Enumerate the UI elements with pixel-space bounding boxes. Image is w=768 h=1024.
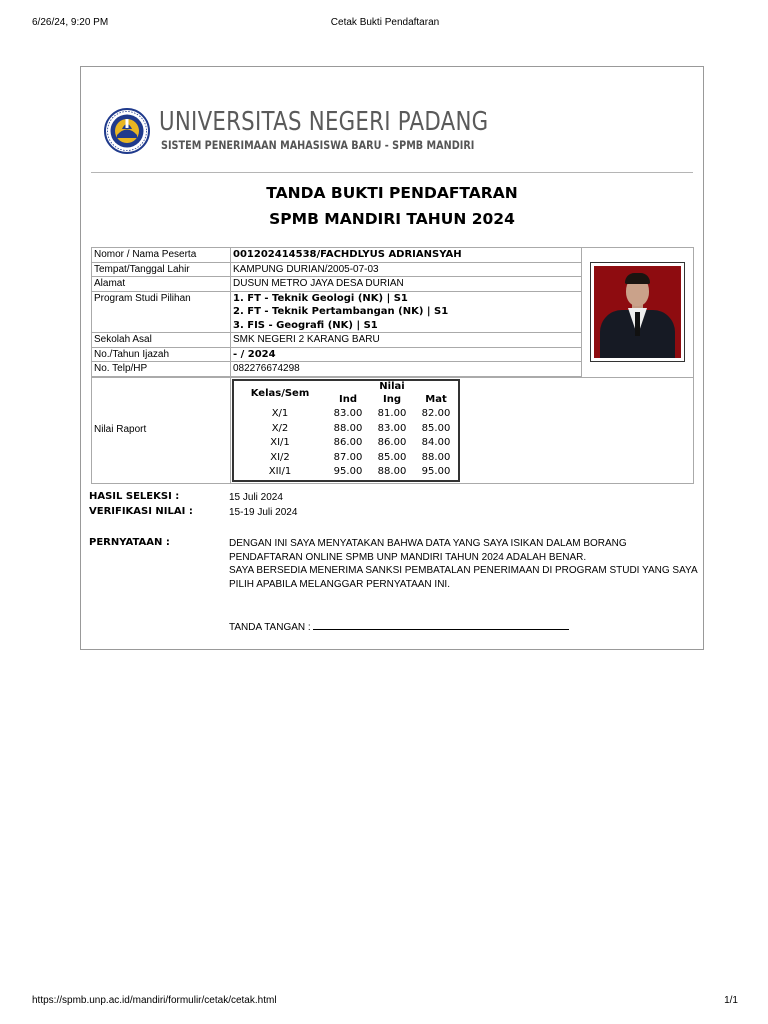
pernyataan-line: DENGAN INI SAYA MENYATAKAN BAHWA DATA YANG SAYA ISIKAN DALAM BORANG: [229, 538, 627, 549]
document-frame: [80, 66, 704, 650]
print-page-number: 1/1: [724, 995, 738, 1006]
header-nilai: Nilai: [379, 380, 405, 392]
grade-kelas: XI/2: [270, 451, 290, 463]
value-sekolah: SMK NEGERI 2 KARANG BARU: [231, 333, 582, 348]
prodi-choice-3: 3. FIS - Geografi (NK) | S1: [233, 319, 378, 331]
grade-kelas: XII/1: [268, 466, 292, 477]
header-ing: Ing: [383, 393, 401, 405]
grade-row: [233, 465, 459, 481]
grade-mat: 85.00: [421, 422, 451, 434]
prodi-choice-1: 1. FT - Teknik Geologi (NK) | S1: [233, 292, 408, 304]
label-prodi: Program Studi Pilihan: [92, 291, 231, 333]
document-subtitle: SPMB MANDIRI TAHUN 2024: [269, 210, 515, 228]
label-alamat: Alamat: [92, 277, 231, 292]
value-ttl: KAMPUNG DURIAN/2005-07-03: [231, 262, 582, 277]
signature-area: [229, 620, 569, 633]
grade-ind: 83.00: [333, 408, 363, 419]
grade-kelas: X/1: [271, 408, 289, 419]
grade-ind: 88.00: [333, 422, 363, 434]
photo-frame: [590, 262, 685, 362]
header-kelas: Kelas/Sem: [250, 387, 310, 399]
grade-kelas: X/2: [271, 422, 289, 434]
label-sekolah: Sekolah Asal: [92, 333, 231, 348]
applicant-photo: [594, 266, 681, 358]
value-telp: 082276674298: [231, 362, 582, 377]
label-ttl: Tempat/Tanggal Lahir: [92, 262, 231, 277]
pernyataan-line: PILIH APABILA MELANGGAR PERNYATAAN INI.: [229, 578, 450, 590]
grades-table: [232, 379, 460, 482]
document-title: TANDA BUKTI PENDAFTARAN: [266, 184, 518, 202]
hasil-seleksi-label: HASIL SELEKSI :: [89, 491, 180, 502]
row-nilai: [92, 377, 694, 483]
grade-mat: 84.00: [421, 437, 451, 448]
pernyataan-line: PENDAFTARAN ONLINE SPMB UNP MANDIRI TAHUN 2024 ADALAH BENAR.: [229, 551, 587, 563]
grade-mat: 95.00: [421, 466, 451, 477]
value-nomor: 001202414538/FACHDLYUS ADRIANSYAH: [231, 248, 582, 263]
print-date: 6/26/24, 9:20 PM: [32, 17, 109, 28]
print-title: Cetak Bukti Pendaftaran: [330, 17, 440, 28]
header-mat: Mat: [425, 393, 447, 405]
value-alamat: DUSUN METRO JAYA DESA DURIAN: [231, 277, 582, 292]
grade-ind: 86.00: [333, 437, 363, 448]
grade-ing: 85.00: [377, 451, 407, 463]
hasil-seleksi-value: 15 Juli 2024: [229, 492, 283, 503]
info-table: [91, 247, 694, 484]
print-url: https://spmb.unp.ac.id/mandiri/formulir/cetak/cetak.html: [32, 995, 277, 1006]
brand-subtitle: SISTEM PENERIMAAN MAHASISWA BARU - SPMB MANDIRI: [161, 138, 475, 152]
label-ijazah: No./Tahun Ijazah: [92, 347, 231, 362]
photo-cell: [582, 248, 694, 378]
grade-mat: 82.00: [421, 408, 451, 419]
verifikasi-value: 15-19 Juli 2024: [229, 507, 298, 518]
grade-ing: 86.00: [377, 437, 407, 448]
grade-ind: 95.00: [333, 466, 363, 477]
header-ind: Ind: [339, 393, 357, 405]
value-prodi: [231, 291, 582, 333]
signature-line: [313, 620, 569, 630]
signature-label: TANDA TANGAN :: [229, 622, 311, 633]
grade-mat: 88.00: [421, 451, 451, 463]
header-divider: [91, 172, 693, 173]
grade-ing: 81.00: [377, 408, 407, 419]
pernyataan-text: [229, 537, 699, 591]
grade-row: [233, 407, 459, 422]
grade-ind: 87.00: [333, 451, 363, 463]
grade-row: [233, 422, 459, 437]
prodi-choice-2: 2. FT - Teknik Pertambangan (NK) | S1: [233, 306, 449, 317]
brand-name: UNIVERSITAS NEGERI PADANG: [159, 107, 489, 137]
label-nomor: Nomor / Nama Peserta: [92, 248, 231, 263]
row-nomor: [92, 248, 694, 263]
grade-kelas: XI/1: [270, 437, 290, 448]
value-nilai: [231, 377, 694, 483]
grade-row: [233, 436, 459, 451]
grade-row: [233, 451, 459, 466]
verifikasi-label: VERIFIKASI NILAI :: [89, 506, 193, 517]
unp-seal-icon: [104, 108, 150, 154]
grade-ing: 88.00: [377, 466, 407, 477]
label-nilai: Nilai Raport: [92, 377, 231, 483]
grade-ing: 83.00: [377, 422, 407, 434]
pernyataan-label: PERNYATAAN :: [89, 537, 170, 548]
value-ijazah: - / 2024: [231, 347, 582, 362]
pernyataan-line: SAYA BERSEDIA MENERIMA SANKSI PEMBATALAN PENERIMAAN DI PROGRAM STUDI YANG SAYA: [229, 565, 698, 576]
label-telp: No. Telp/HP: [92, 362, 231, 377]
